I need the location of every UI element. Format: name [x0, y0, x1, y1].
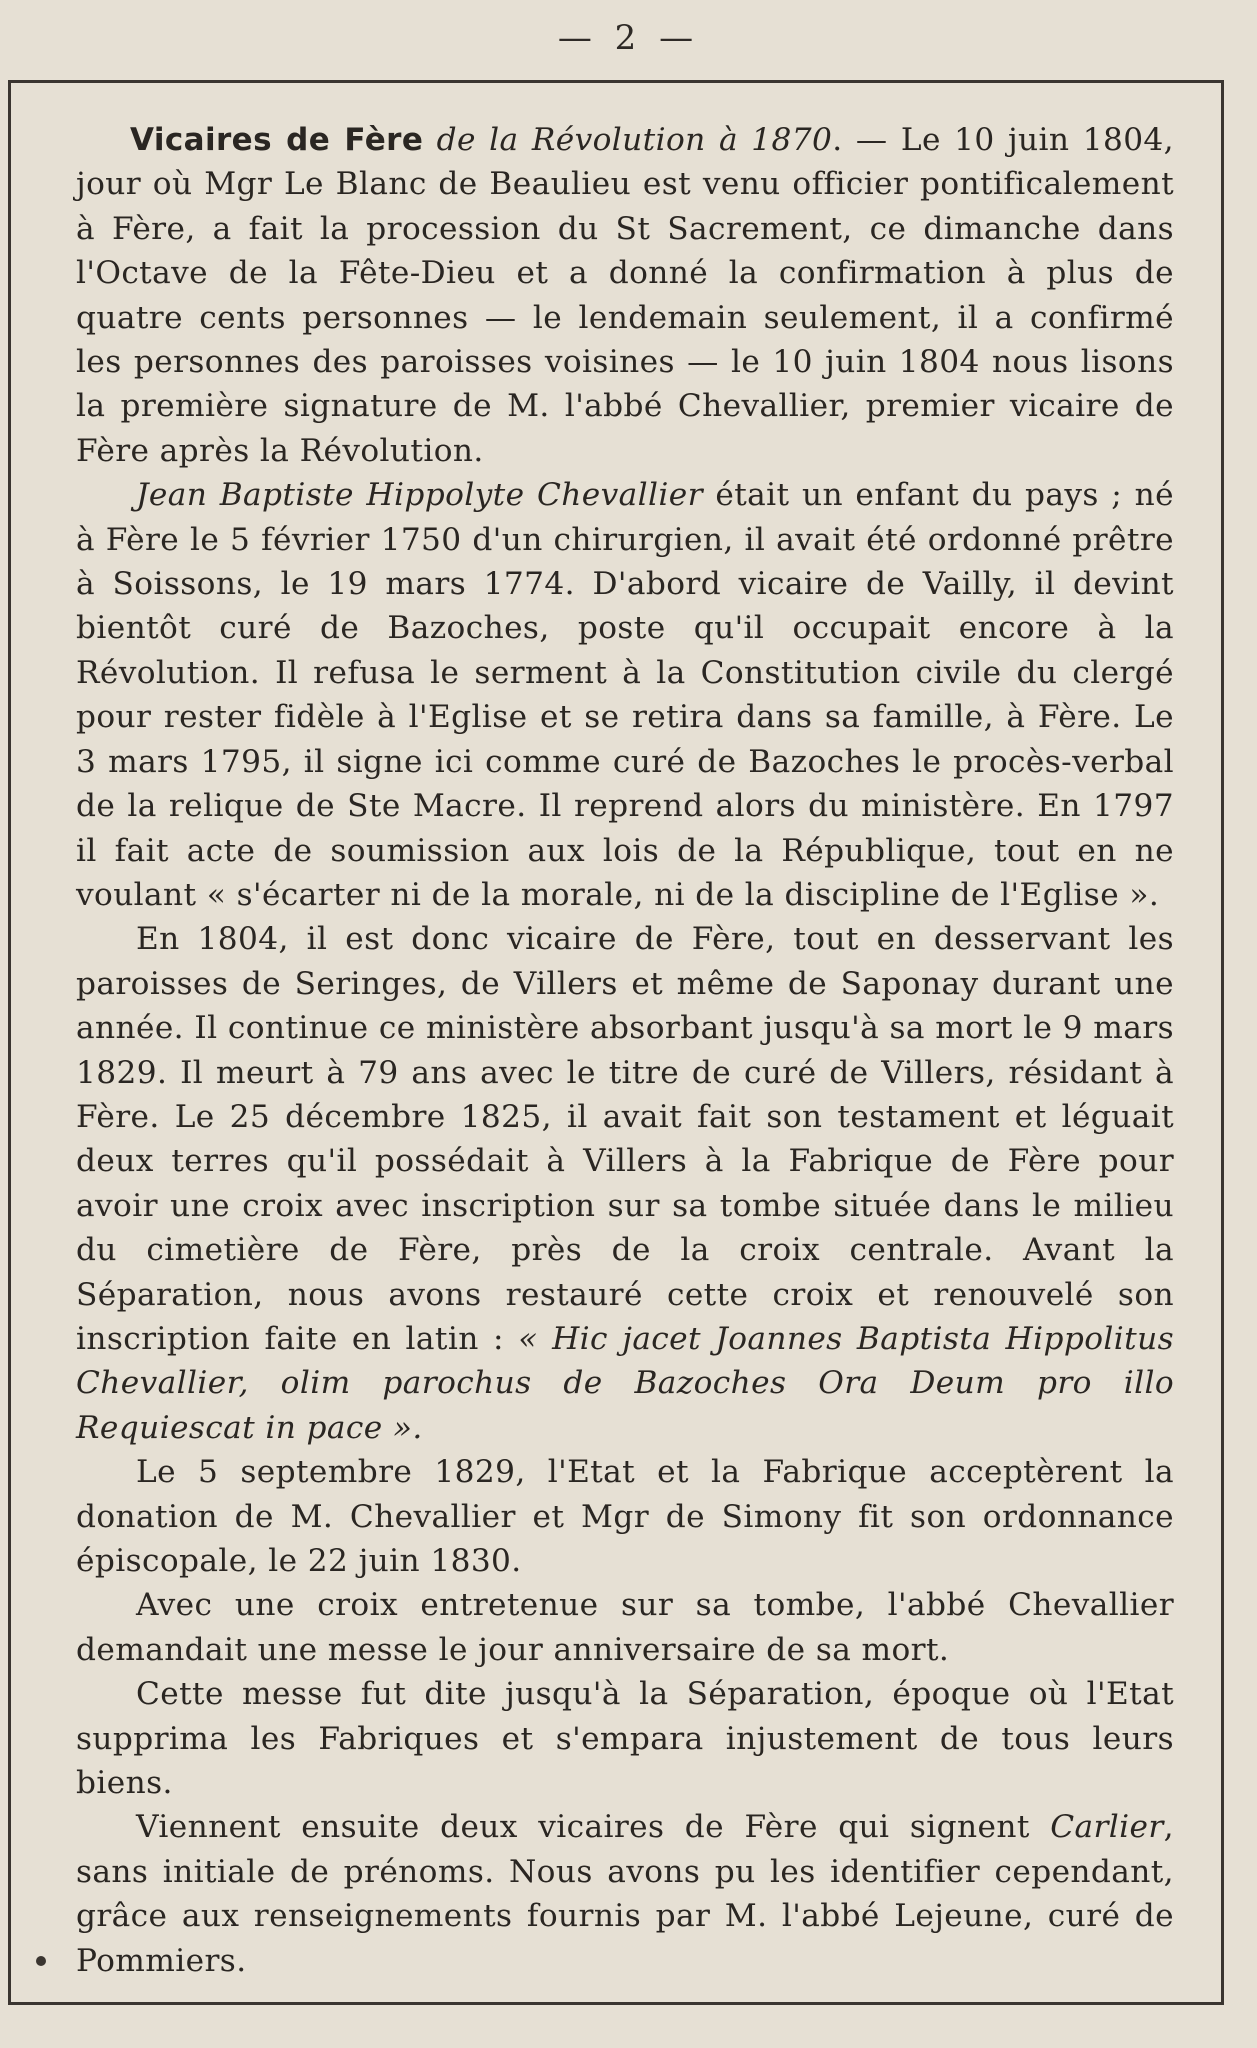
- latin-inscription: « Hic jacet Joannes Baptista Hippolitus Chevallier, olim parochus de Bazoches Ora Deum pro illo Requiescat in pace ».: [76, 1320, 1175, 1446]
- paragraph-text: était un enfant du pays ; né à Fère le 5 février 1750 d'un chirurgien, il avait été ordonné prêtre à Soissons, le 19 mars 1774. D'abord vicaire de Vailly, il devint bientôt curé de Bazoches, poste qu'il occupait encore à la Révolution. Il refusa le serment à la Constitution civile du clergé pour rester fidèle à l'Eglise et se retira dans sa famille, à Fère. Le 3 mars 1795, il signe ici comme curé de Bazoches le procès-verbal de la relique de Ste Macre. Il reprend alors du ministère. En 1797 il fait acte de soumission aux lois de la République, tout en ne voulant « s'écarter ni de la morale, ni de la discipline de l'Eglise ».: [76, 477, 1174, 913]
- paragraph-text: En 1804, il est donc vicaire de Fère, tout en desservant les paroisses de Seringes, de Villers et même de Saponay durant une année. Il continue ce ministère absorbant jusqu'à sa mort le 9 mars 1829. Il meurt à 79 ans avec le titre de curé de Villers, résidant à Fère. Le 25 décembre 1825, il avait fait son testament et léguait deux terres qu'il possédait à Villers à la Fabrique de Fère pour avoir une croix avec inscription sur sa tombe située dans le milieu du cimetière de Fère, près de la croix centrale. Avant la Séparation, nous avons restauré cette croix et renouvelé son inscription faite en latin :: [76, 921, 1174, 1357]
- paragraph-donation: [76, 1450, 1174, 1583]
- paragraph-chevallier-bio: [76, 473, 1174, 917]
- document-body: [76, 118, 1174, 1983]
- paragraph-text-continued: , sans initiale de prénoms. Nous avons pu les identifier cependant, grâce aux renseignements fournis par M. l'abbé Lejeune, curé de Pommiers.: [76, 1809, 1174, 1979]
- section-heading: Vicaires de Fère: [130, 122, 424, 158]
- paragraph-text: Avec une croix entretenue sur sa tombe, l'abbé Chevallier demandait une messe le jour anniversaire de sa mort.: [76, 1587, 1174, 1668]
- ink-spot: [36, 1956, 46, 1966]
- person-name: Carlier: [1050, 1809, 1164, 1846]
- section-heading-subtitle: de la Révolution à 1870: [436, 122, 833, 158]
- paragraph-vicaires-intro: [76, 118, 1174, 473]
- paragraph-mass-request: [76, 1583, 1174, 1672]
- paragraph-text: Cette messe fut dite jusqu'à la Séparation, époque où l'Etat supprima les Fabriques et s'empara injustement de tous leurs biens.: [76, 1676, 1174, 1802]
- paragraph-text: Le 5 septembre 1829, l'Etat et la Fabrique acceptèrent la donation de M. Chevallier et Mgr de Simony fit son ordonnance épiscopale, le 22 juin 1830.: [76, 1454, 1174, 1579]
- paragraph-text: . — Le 10 juin 1804, jour où Mgr Le Blanc de Beaulieu est venu officier pontificalement à Fère, a fait la procession du St Sacrement, ce dimanche dans l'Octave de la Fête-Dieu et a donné la confirmation à plus de quatre cents personnes — le lendemain seulement, il a confirmé les personnes des paroisses voisines — le 10 juin 1804 nous lisons la première signature de M. l'abbé Chevallier, premier vicaire de Fère après la Révolution.: [76, 122, 1174, 469]
- person-name: Jean Baptiste Hippolyte Chevallier: [136, 477, 703, 514]
- paragraph-carlier: [76, 1805, 1174, 1983]
- paragraph-separation: [76, 1672, 1174, 1805]
- page-number: — 2 —: [557, 18, 700, 58]
- paragraph-text: Viennent ensuite deux vicaires de Fère qui signent: [136, 1809, 1051, 1846]
- paragraph-chevallier-ministry: [76, 917, 1174, 1450]
